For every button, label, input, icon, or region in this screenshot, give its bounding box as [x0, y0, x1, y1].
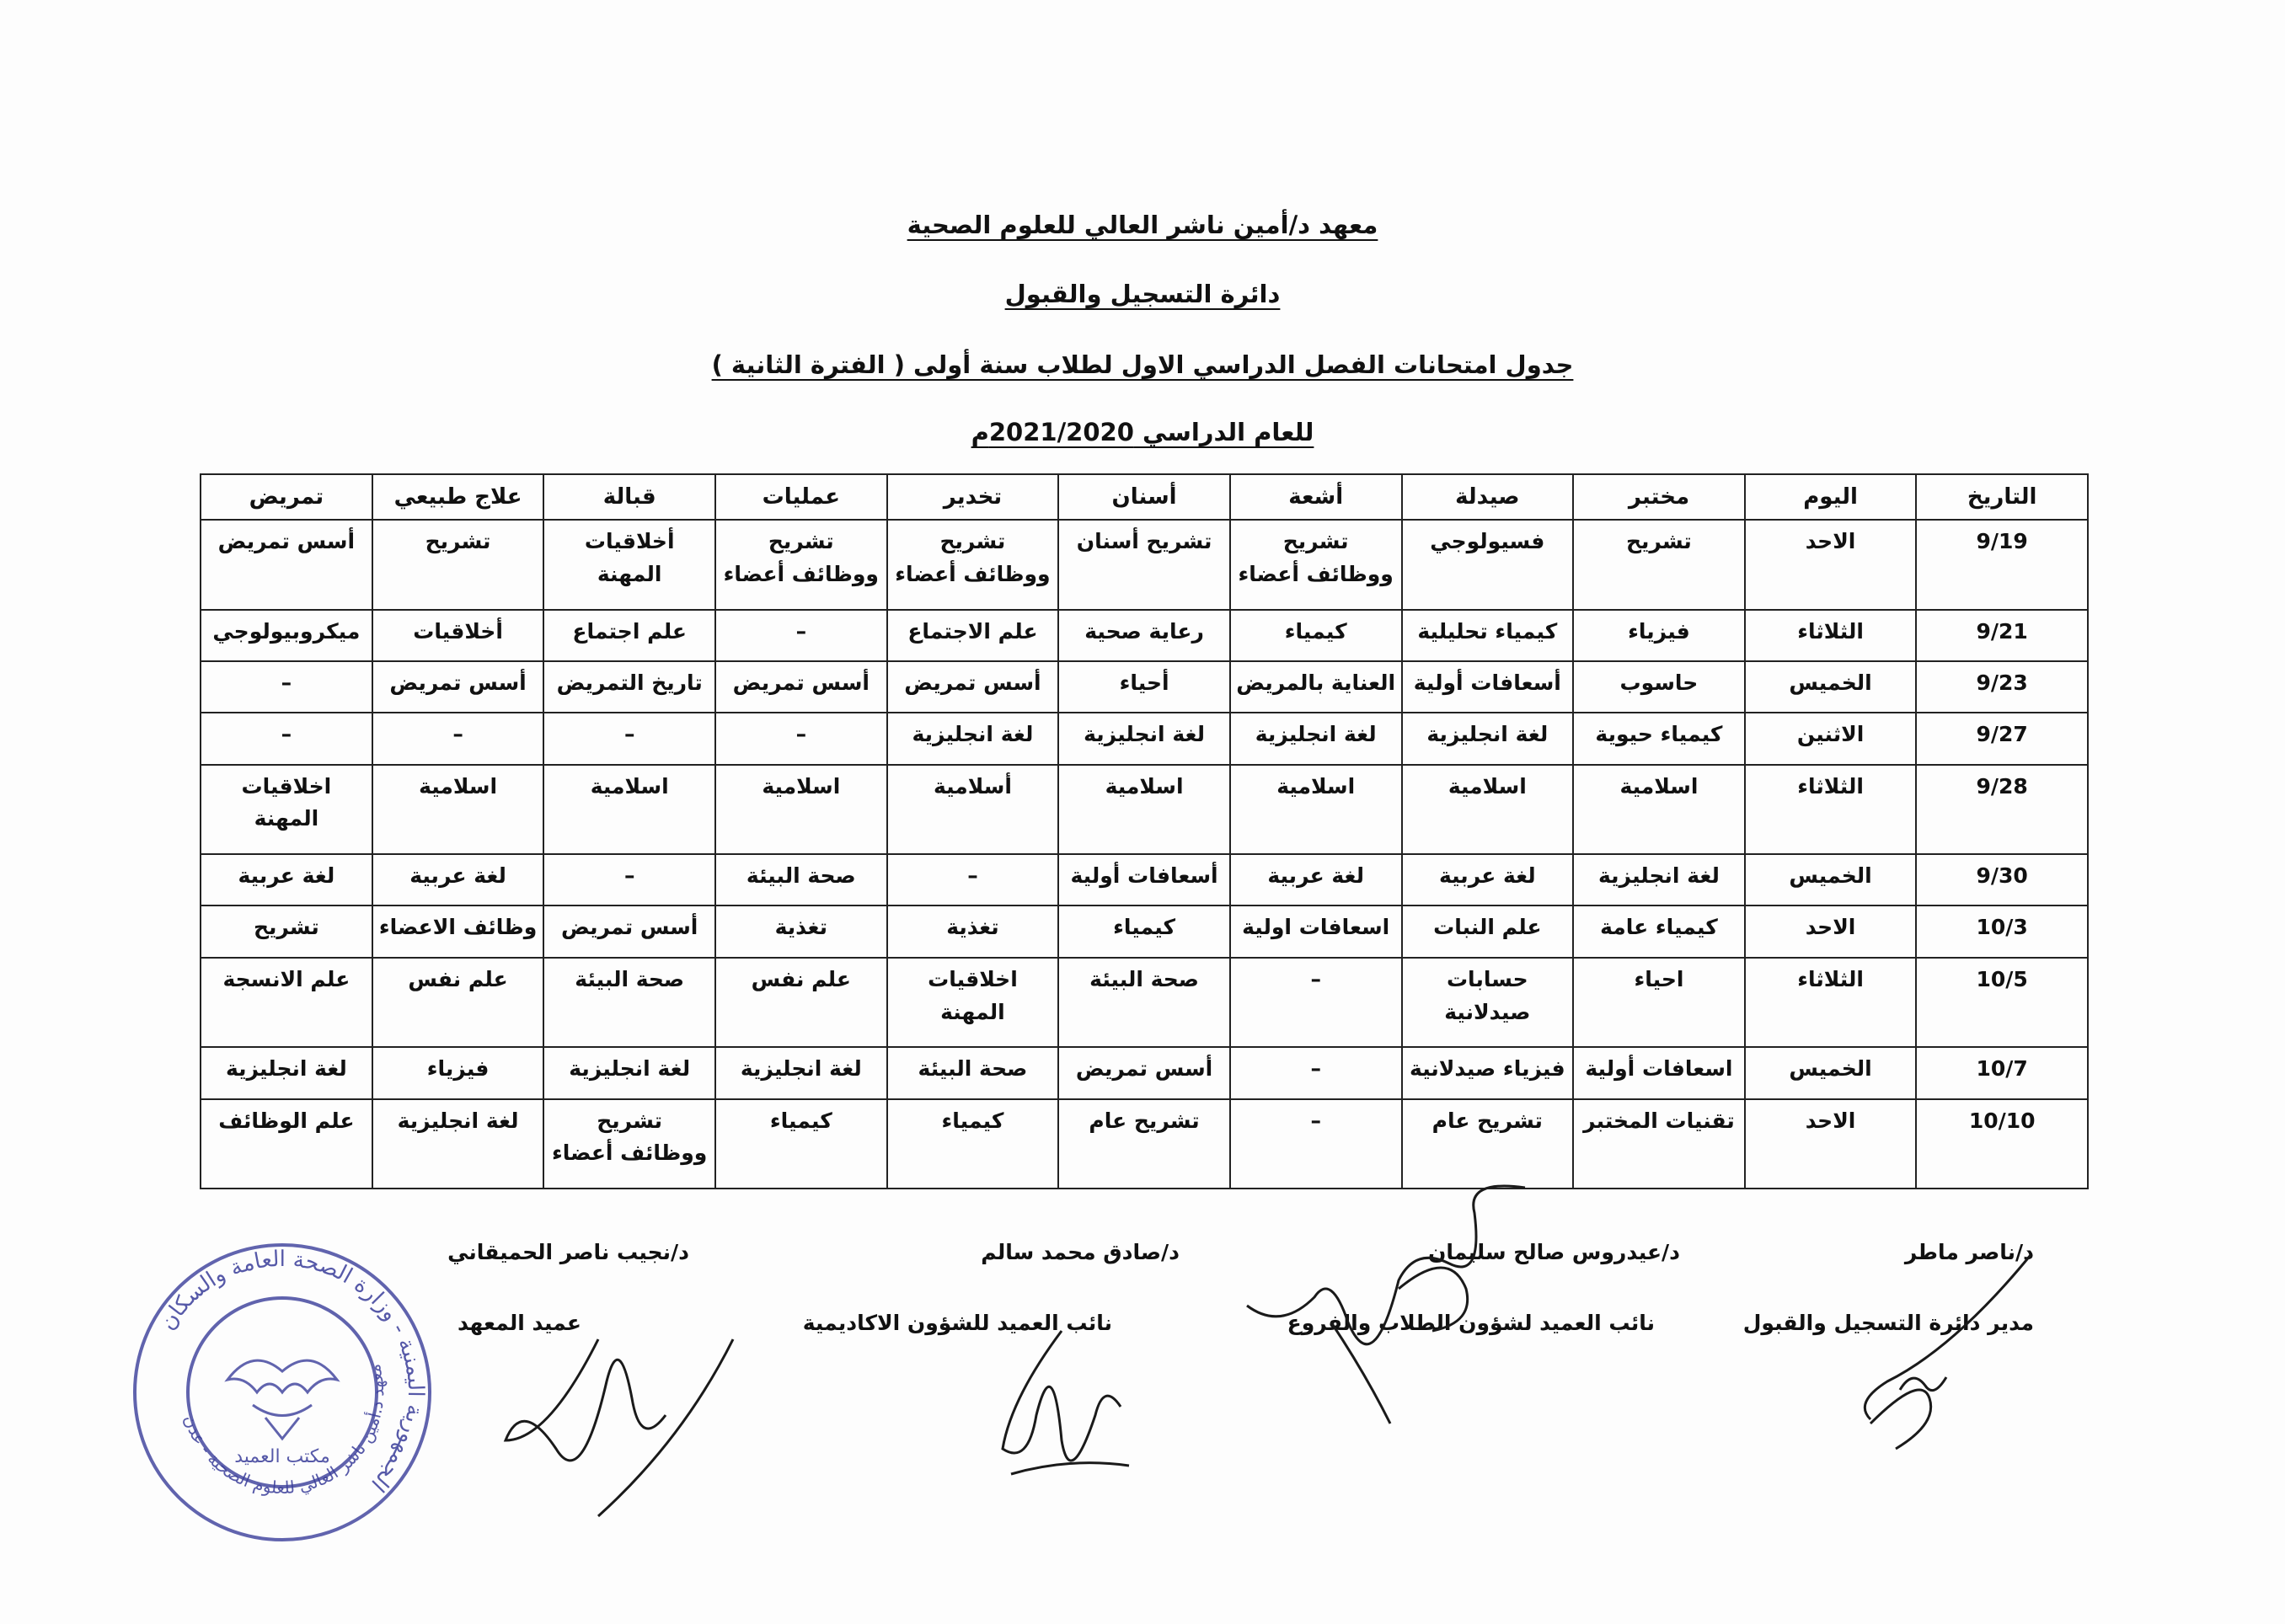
exam-cell: صحة البيئة — [543, 958, 715, 1047]
exam-cell: فيزياء صيدلانية — [1402, 1047, 1574, 1098]
exam-cell: تشريح عام — [1402, 1099, 1574, 1189]
column-header: اليوم — [1745, 474, 1917, 520]
exam-cell: اسعافات أولية — [1573, 1047, 1745, 1098]
exam-cell: – — [887, 854, 1059, 905]
exam-cell: تاريخ التمريض — [543, 661, 715, 713]
exam-cell: وظائف الاعضاء — [372, 905, 544, 957]
exam-cell: اسلامية — [372, 765, 544, 854]
exam-cell: اخلاقيات المهنة — [887, 958, 1059, 1047]
column-header: علاج طبيعي — [372, 474, 544, 520]
exam-cell: صحة البيئة — [887, 1047, 1059, 1098]
signature-dean — [489, 1331, 741, 1525]
column-header: مختبر — [1573, 474, 1745, 520]
exam-cell: علم الوظائف — [201, 1099, 372, 1189]
stamp-inner-text: معهد د.أمين ناشر العالي للعلوم الصحية - عدن — [179, 1362, 388, 1498]
exam-cell: تقنيات المختبر — [1573, 1099, 1745, 1189]
exam-cell: – — [1230, 958, 1402, 1047]
exam-cell: – — [543, 854, 715, 905]
exam-cell: علم النبات — [1402, 905, 1574, 957]
exam-cell: لغة انجليزية — [715, 1047, 887, 1098]
exam-cell: رعاية صحية — [1058, 610, 1230, 661]
day-cell: الاثنين — [1745, 713, 1917, 764]
exam-cell: علم الانسجة — [201, 958, 372, 1047]
exam-cell: – — [201, 661, 372, 713]
exam-schedule-table — [200, 473, 2089, 1189]
exam-cell: أسس تمريض — [1058, 1047, 1230, 1098]
day-cell: الاحد — [1745, 905, 1917, 957]
exam-cell: لغة انجليزية — [1230, 713, 1402, 764]
exam-cell: تشريح ووظائف أعضاء — [887, 520, 1059, 609]
day-cell: الخميس — [1745, 854, 1917, 905]
exam-cell: لغة عربية — [372, 854, 544, 905]
exam-cell: أسعافات أولية — [1058, 854, 1230, 905]
exam-cell: أخلاقيات — [372, 610, 544, 661]
column-header: قبالة — [543, 474, 715, 520]
exam-cell: لغة عربية — [1230, 854, 1402, 905]
table-header-row — [201, 474, 2088, 520]
exam-cell: حاسوب — [1573, 661, 1745, 713]
exam-cell: حسابات صيدلانية — [1402, 958, 1574, 1047]
stamp-center-text: مكتب العميد — [234, 1446, 330, 1467]
exam-cell: تشريح — [372, 520, 544, 609]
exam-cell: أسلامية — [887, 765, 1059, 854]
department-title: دائرة التسجيل والقبول — [1004, 280, 1281, 308]
column-header: عمليات — [715, 474, 887, 520]
exam-cell: لغة عربية — [1402, 854, 1574, 905]
signatory-name-registration: د/ناصر ماطر — [1904, 1240, 2034, 1264]
exam-cell: فيزياء — [1573, 610, 1745, 661]
exam-cell: – — [715, 713, 887, 764]
exam-cell: اخلاقيات المهنة — [201, 765, 372, 854]
exam-cell: لغة انجليزية — [372, 1099, 544, 1189]
signature-student-affairs — [1230, 1179, 1584, 1449]
date-cell: 9/27 — [1916, 713, 2088, 764]
exam-cell: علم نفس — [372, 958, 544, 1047]
exam-cell: كيمياء — [887, 1099, 1059, 1189]
exam-cell: كيمياء — [715, 1099, 887, 1189]
table-row — [201, 1047, 2088, 1098]
exam-cell: كيمياء عامة — [1573, 905, 1745, 957]
institute-title: معهد د/أمين ناشر العالي للعلوم الصحية — [907, 211, 1378, 239]
column-header: تخدير — [887, 474, 1059, 520]
exam-cell: لغة انجليزية — [1058, 713, 1230, 764]
column-header: أشعة — [1230, 474, 1402, 520]
exam-cell: – — [715, 610, 887, 661]
column-header: صيدلة — [1402, 474, 1574, 520]
exam-cell: كيمياء — [1058, 905, 1230, 957]
date-cell: 9/28 — [1916, 765, 2088, 854]
date-cell: 9/23 — [1916, 661, 2088, 713]
exam-cell: أسس تمريض — [887, 661, 1059, 713]
exam-cell: أسعافات أولية — [1402, 661, 1574, 713]
exam-cell: لغة انجليزية — [201, 1047, 372, 1098]
exam-cell: لغة انجليزية — [1573, 854, 1745, 905]
day-cell: الثلاثاء — [1745, 610, 1917, 661]
date-cell: 9/21 — [1916, 610, 2088, 661]
exam-cell: كيمياء حيوية — [1573, 713, 1745, 764]
table-row — [201, 713, 2088, 764]
table-row — [201, 765, 2088, 854]
exam-cell: صحة البيئة — [715, 854, 887, 905]
exam-cell: أخلاقيات المهنة — [543, 520, 715, 609]
exam-cell: صحة البيئة — [1058, 958, 1230, 1047]
exam-cell: فيزياء — [372, 1047, 544, 1098]
exam-cell: – — [1230, 1047, 1402, 1098]
exam-cell: اسلامية — [543, 765, 715, 854]
signatory-name-dean: د/نجيب ناصر الحميقاني — [447, 1240, 689, 1264]
stamp-outer-text: الجمهورية اليمنية - وزارة الصحة العامة والسكان — [154, 1246, 429, 1497]
signatory-name-students: د/عيدروس صالح سليمان — [1428, 1240, 1680, 1264]
date-cell: 10/7 — [1916, 1047, 2088, 1098]
date-cell: 9/30 — [1916, 854, 2088, 905]
exam-cell: اسلامية — [715, 765, 887, 854]
exam-cell: – — [201, 713, 372, 764]
date-cell: 10/10 — [1916, 1099, 2088, 1189]
signatory-title-students: نائب العميد لشؤون الطلاب والفروع — [1287, 1311, 1655, 1335]
exam-cell: اسلامية — [1573, 765, 1745, 854]
signatory-title-registration: مدير دائرة التسجيل والقبول — [1742, 1311, 2034, 1335]
exam-cell: اسعافات اولية — [1230, 905, 1402, 957]
exam-cell: علم الاجتماع — [887, 610, 1059, 661]
exam-cell: أسس تمريض — [201, 520, 372, 609]
exam-cell: العناية بالمريض — [1230, 661, 1402, 713]
exam-cell: لغة انجليزية — [543, 1047, 715, 1098]
date-cell: 10/3 — [1916, 905, 2088, 957]
day-cell: الاحد — [1745, 1099, 1917, 1189]
table-row — [201, 520, 2088, 609]
signatory-title-dean: عميد المعهد — [458, 1311, 581, 1335]
table-row — [201, 610, 2088, 661]
exam-cell: ميكروبيولوجي — [201, 610, 372, 661]
exam-cell: تغذية — [887, 905, 1059, 957]
column-header: أسنان — [1058, 474, 1230, 520]
exam-cell: لغة انجليزية — [887, 713, 1059, 764]
exam-cell: كيمياء — [1230, 610, 1402, 661]
date-cell: 10/5 — [1916, 958, 2088, 1047]
exam-cell: احياء — [1573, 958, 1745, 1047]
exam-cell: لغة عربية — [201, 854, 372, 905]
table-row — [201, 905, 2088, 957]
exam-cell: تشريح أسنان — [1058, 520, 1230, 609]
exam-cell: – — [372, 713, 544, 764]
signature-academic-affairs — [977, 1322, 1146, 1516]
exam-cell: – — [543, 713, 715, 764]
table-row — [201, 854, 2088, 905]
day-cell: الثلاثاء — [1745, 958, 1917, 1047]
exam-cell: أحياء — [1058, 661, 1230, 713]
column-header: التاريخ — [1916, 474, 2088, 520]
exam-cell: فسيولوجي — [1402, 520, 1574, 609]
exam-cell: تشريح ووظائف أعضاء — [1230, 520, 1402, 609]
date-cell: 9/19 — [1916, 520, 2088, 609]
signatory-name-academic: د/صادق محمد سالم — [981, 1240, 1180, 1264]
day-cell: الخميس — [1745, 661, 1917, 713]
table-row — [201, 958, 2088, 1047]
exam-cell: تشريح ووظائف أعضاء — [543, 1099, 715, 1189]
table-row — [201, 1099, 2088, 1189]
exam-cell: – — [1230, 1099, 1402, 1189]
exam-cell: تشريح — [201, 905, 372, 957]
exam-cell: اسلامية — [1058, 765, 1230, 854]
eagle-emblem-icon — [227, 1360, 337, 1439]
table-row — [201, 661, 2088, 713]
exam-cell: تغذية — [715, 905, 887, 957]
exam-cell: كيمياء تحليلية — [1402, 610, 1574, 661]
day-cell: الثلاثاء — [1745, 765, 1917, 854]
signatory-title-academic: نائب العميد للشؤون الاكاديمية — [802, 1311, 1112, 1335]
column-header: تمريض — [201, 474, 372, 520]
exam-cell: تشريح ووظائف أعضاء — [715, 520, 887, 609]
exam-cell: تشريح عام — [1058, 1099, 1230, 1189]
exam-cell: لغة انجليزية — [1402, 713, 1574, 764]
exam-cell: أسس تمريض — [715, 661, 887, 713]
exam-cell: علم نفس — [715, 958, 887, 1047]
day-cell: الخميس — [1745, 1047, 1917, 1098]
signature-registration-manager — [1837, 1247, 2039, 1457]
exam-cell: أسس تمريض — [543, 905, 715, 957]
day-cell: الاحد — [1745, 520, 1917, 609]
schedule-title: جدول امتحانات الفصل الدراسي الاول لطلاب سنة أولى ( الفترة الثانية ) — [711, 350, 1574, 379]
official-stamp — [126, 1237, 438, 1548]
exam-cell: تشريح — [1573, 520, 1745, 609]
exam-cell: علم اجتماع — [543, 610, 715, 661]
exam-cell: اسلامية — [1230, 765, 1402, 854]
exam-cell: أسس تمريض — [372, 661, 544, 713]
exam-cell: اسلامية — [1402, 765, 1574, 854]
academic-year: للعام الدراسي 2021/2020م — [971, 418, 1314, 446]
